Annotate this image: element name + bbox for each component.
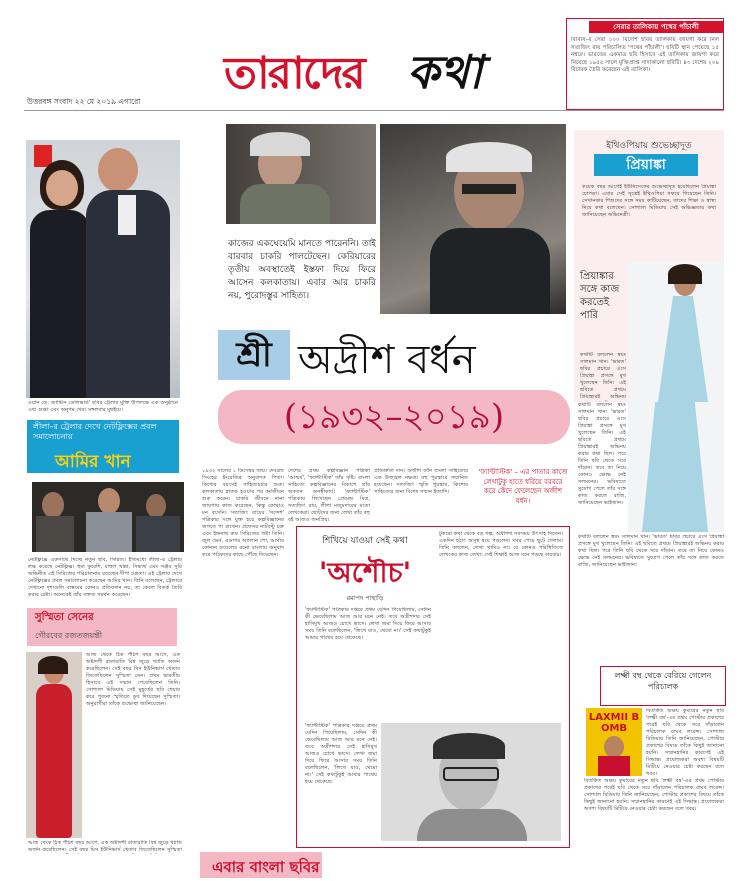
sushmita-photo (26, 652, 82, 838)
laxmi-poster (586, 708, 642, 776)
priyanka-kicker: ইথিওপিয়ায় শুভেচ্ছাদূত (606, 141, 692, 151)
laxmi-body-2: বিতর্কিত অক্ষয় কুমারের নতুন ছবি 'লক্ষ্মী বম্ব'-এর প্রথম পোস্টার প্রকাশের পরেই ছবি থেকে সরে দাঁড়ালেন পরিচালক রাঘব লরেন্স। সোশ্যাল মিডিয়ায় তিনি জানিয়েছেন, পোস্টার প্রকাশের বিষয়ে তাঁকে কিছুই জানানো হয়নি। সম্মানহানির কারণেই এই সিদ্ধান্ত। প্রযোজকরা অবশ্য বিষয়টি মিটিয়ে নেওয়ার চেষ্টা করছেন বলে খবর। (584, 778, 724, 812)
trailer-kicker: লীলা–র ট্রেলার দেখে নেটফ্লিক্সের প্রবল সমালোচনায় (27, 420, 179, 451)
sushmita-headline: গৌরবের রজতজয়ন্তী (35, 631, 103, 640)
topright-box (566, 18, 724, 110)
priyanka-photo-lower (628, 402, 724, 532)
portrait-2 (380, 124, 566, 314)
dateline: উত্তরবঙ্গ সংবাদ ২২ মে ২০১৯ এগারো (27, 97, 141, 106)
obit-prefix: শ্রী (218, 330, 290, 380)
obit-name-block (212, 320, 572, 450)
obit-name: অদ্রীশ বর্ধন (298, 337, 476, 383)
sushmita-body: আজ থেকে ঠিক পঁচিশ বছর আগে, এক অষ্টাদশী রাতারাতি বিশ্ব জুড়ে খ্যাতি অর্জন করেছিলেন। সেই বছর মিস ইউনিভার্স খেতাব জিতেছিলেন সুস্মিতা সেন। প্রথম ভারতীয় হিসাবে এই সম্মান পেয়েছিলেন তিনি। সোশ্যাল মিডিয়ায় সেই মুহূর্তের ছবি শেয়ার করে পুরনো স্মৃতিতে ডুব দিয়েছেন সুস্মিতা। অনুরাগীরা তাঁকে শুভেচ্ছা জানিয়েছেন। (86, 652, 180, 707)
memoir-box (296, 526, 570, 848)
obit-years: (১৯৩২–২০১৯) (283, 397, 505, 437)
priyanka-box (574, 130, 724, 402)
obit-top-caption: কাজের একঘেয়েমি মানতে পারেননি। তাই বারবার চাকরি পালটেছেন। কেরিয়ারের তৃতীয় অবস্থাতেই ইস্তফা দিয়ে ফিরে আসেন কলকাতায়। এবার আর চাকরি নয়, পুরোদস্তুর সাহিত্য। (228, 239, 376, 301)
topright-body: বিবিসি–র সেরা ১০০ বিদেশি ছবির তালিকায় জায়গা করে নিল সত্যজিৎ রায় পরিচালিত 'পথের পাঁচালী'। ছবিটি স্থান পেয়েছে ১৫ নম্বরে। ভারতের একমাত্র ছবি হিসাবে এই তালিকায় জায়গা করে নিয়েছে ১৯৫৫ সালে মুক্তিপ্রাপ্ত সাদাকালো ছবিটি। ৪৩ দেশের ২০৯ বিচারক তৈরি করেছেন এই তালিকা। (571, 37, 719, 74)
lead-photo (26, 140, 180, 398)
priyanka-sub-headline: প্রিয়াঙ্কার সঙ্গে কাজ করতেই পারি (580, 271, 620, 321)
priyanka-sub-body: কথাটি বললেন স্বয়ং সালমান খান। 'ভারত' ছবির প্রচারে এসে প্রিয়াঙ্কা প্রসঙ্গে মুখ খুলেছেন তিনি। এই ছবিতে প্রথমে প্রিয়াঙ্কারই অভিনয় (580, 352, 626, 400)
memoir-title: 'অশৌচ' (318, 556, 412, 589)
topright-tag: সেরার তালিকায় পথের পাঁচালী (589, 21, 723, 33)
trailer-head (27, 420, 179, 476)
memoir-body-3: 'ফ্যান্টাস্টিক' পত্রিকার দপ্তরে প্রথম যেদিন গিয়েছিলাম, সেদিন কী ভেবেছিলাম আজ আর মনে নেই। তবে অদ্রীশদার সেই হাসিমুখ আজও চোখে ভাসে। লেখা জমা দিয়ে ফিরে আসার সময় তিনি বলেছিলেন, 'লিখে যাও, থেমো না।' সেই কথাটুকুই আমার পাথেয় হয়ে থেকেছে। (305, 723, 377, 785)
memoir-byline: রমাপদ পাহাড়ি (346, 594, 384, 602)
priyanka-body: কয়েক বছর আগেই ইউনিসেফের শুভেচ্ছাদূত হয়েছিলেন প্রিয়াঙ্কা চোপড়া। এবার সেই সূত্রেই ইথিওপিয়া সফরে গিয়েছেন তিনি। সেখানকার শিশুদের সঙ্গে সময় কাটিয়েছেন, তাদের শিক্ষা ও স্বাস্থ্য নিয়ে কথা বলেছেন। সোশ্যাল মিডিয়ায় সেই অভিজ্ঞতার কথা জানিয়েছেন অভিনেত্রী। (582, 184, 716, 218)
obit-col3: প্রতিশ্রুতি দান। অজীশ বর্ধন বাংলা সাহিত্যের এক উজ্জ্বল নক্ষত্র। বহু পুরস্কারে সম্মানিত হয়েছেন। সত্যজিৎ স্মৃতি পুরস্কার, কিশোর সাহিত্যের জন্য বিশেষ সম্মান ইত্যাদি। (374, 468, 468, 495)
obit-col1: ১৯৩২ সালের ১ ডিসেম্বর জন্ম। দেবব্রত সিংহের ইংরেজির অনুবাদক পিতা। কিশোর বয়সেই সাহিত্যচর্চার শুরু। কলকাতায় স্নাতক হওয়ার পর কর্মজীবন শুরু করেন। চাকরি জীবনে নানা জায়গায় কাজ করেছেন, কিন্তু কোথাও মন বসেনি। সত্যজিৎ রায়ের 'সন্দেশ' পত্রিকার সঙ্গে যুক্ত হয়ে কল্পবিজ্ঞানের জগতে পা রাখেন। প্রফেসর নাটবল্টু চক্র এবং ইন্দ্রনাথ রুদ্র সিরিজের স্রষ্টা তিনি। জুল ভের্ন, এডগার অ্যালান পো, আর্থার কোনান ডয়েলের রচনা বাংলায় অনুবাদ করে পাঠকদের কাছে পৌঁছে দিয়েছেন। (202, 468, 284, 558)
memoir-kicker: শিখিয়ে যাওয়া সেই কথা (322, 536, 408, 546)
bottom-headline: এবার বাংলা ছবির (212, 858, 320, 876)
priyanka-sub-body-2: কথাটি বললেন স্বয়ং সালমান খান। 'ভারত' ছবির প্রচারে এসে প্রিয়াঙ্কা প্রসঙ্গে মুখ খুলেছেন তিনি। এই ছবিতে প্রথমে প্রিয়াঙ্কারই অভিনয় করার কথা ছিল। পরে তিনি ছবি থেকে সরে দাঁড়ান। তবে তা নিয়ে কোনও ক্ষোভ নেই সলমনের। ভবিষ্যতে সুযোগ পেলে তাঁর সঙ্গে কাজ করতে রাজি, জানিয়েছেন ভাইজান। (578, 402, 626, 506)
priyanka-name: প্রিয়াঙ্কা (594, 154, 698, 176)
memoir-body-2: টুকরো কথা থেকে বড় গল্প, অদ্রীশদা সবসময় উৎসাহ দিতেন। একদিন হঠাৎ অসুস্থ হয়ে পড়লেন। খবর পেয়ে ছুটে গেলাম। তিনি বললেন, লেখা থামিও না। যে কোনও পরিস্থিতিতে লেখকের কাজ লেখা। সেই শিক্ষাই আজ মনে পড়ছে বারবার। (439, 531, 563, 558)
trailer-name: আমির খান (27, 451, 179, 473)
priyanka-photo (628, 262, 724, 402)
trailer-body: নেটফ্লিক্সে একসাথে দিচ্ছে নতুন ছবি, সিরিজ। ইতিমধ্যে লীলা–র ট্রেলার লক্ষ করেছে নেটফ্লিক্স। হুমা কুরেশি, রাহুল খান্না, সিদ্ধার্থ এবং সঞ্জয় সুরি অভিনীত এই সিরিজের পরিচালনায় রয়েছেন দীপা মেহতা। এই ট্রেলার দেখে নেটফ্লিক্সের প্রবল সমালোচনা করেছেন আমির খান। তিনি বলেছেন, ট্রেলারে দেখানো দৃশ্যগুলি বাস্তবের কোনও প্রতিফলন নয়, তা কেবল বিতর্ক তৈরি করার চেষ্টা। অনেকেই তাঁর বক্তব্য সমর্থন করেছেন। (28, 557, 182, 598)
sushmita-head (27, 608, 177, 646)
trailer-photo (32, 482, 184, 552)
memoir-body-1: 'ফ্যান্টাস্টিক' পত্রিকার দপ্তরে প্রথম যেদিন গিয়েছিলাম, সেদিন কী ভেবেছিলাম আজ আর মনে নেই। তবে অদ্রীশদার সেই হাসিমুখ আজও চোখে ভাসে। লেখা জমা দিয়ে ফিরে আসার সময় তিনি বলেছিলেন, 'লিখে যাও, থেমো না।' সেই কথাটুকুই আমার পাথেয় হয়ে থেকেছে। (305, 607, 431, 641)
obit-quote: 'ফ্যান্টাস্টিক' – এর পাতার কাজে লেখাটুকু হাতে ধরিয়ে বরবরে করে কেঁদে ফেলেছেন অজীশ বর্ধন। (478, 468, 568, 505)
laxmi-poster-text: LAXMII BOMB (588, 712, 640, 734)
priyanka-sub-body-3: কথাটি বললেন স্বয়ং সালমান খান। 'ভারত' ছবির প্রচারে এসে প্রিয়াঙ্কা প্রসঙ্গে মুখ খুলেছেন তিনি। এই ছবিতে প্রথমে প্রিয়াঙ্কারই অভিনয় করার কথা ছিল। পরে তিনি ছবি থেকে সরে দাঁড়ান। তবে তা নিয়ে কোনও ক্ষোভ নেই সলমনের। ভবিষ্যতে সুযোগ পেলে তাঁর সঙ্গে কাজ করতে রাজি, জানিয়েছেন ভাইজান। (578, 534, 724, 568)
sushmita-kicker: সুস্মিতা সেনের (35, 612, 94, 623)
lead-photo-caption: ওয়ান ডে: জাস্টিস ডেলিভার্ড' ছবির ট্রেলার মুক্তি উপলক্ষে এক অনুষ্ঠানে এষা গুপ্তা এবং অনুপম খের। মঙ্গলবার মুম্বইয়ে। (28, 400, 178, 413)
obit-col2: দেশের প্রথম কল্পবিজ্ঞান পত্রিকা 'আশ্চর্য', 'ফ্যান্টাস্টিক' তাঁর সৃষ্টি। বাংলা সাহিত্যে কল্পবিজ্ঞানের বিকাশে তাঁর অবদান অনস্বীকার্য। 'ফ্যান্টাস্টিক' পত্রিকায় লিখেছেন প্রেমেন্দ্র মিত্র, সত্যজিৎ রায়, লীলা মজুমদারের মতো লেখকেরা। ছোটদের জন্য লেখা তাঁর বহু বই আজও জনপ্রিয়। (288, 468, 370, 523)
memoir-photo (381, 723, 561, 841)
portrait-1 (226, 124, 376, 224)
sushmita-tail: আজ থেকে ঠিক পঁচিশ বছর আগে, এক অষ্টাদশী রাতারাতি বিশ্ব জুড়ে খ্যাতি অর্জন করেছিলেন। সেই বছর মিস ইউনিভার্স খেতাব জিতেছিলেন সুস্মিতা (28, 840, 182, 853)
logo-black: কথা (407, 45, 483, 99)
laxmi-headline-box (600, 666, 726, 706)
laxmi-body-1: বিতর্কিত অক্ষয় কুমারের নতুন ছবি 'লক্ষ্মী বম্ব'-এর প্রথম পোস্টার প্রকাশের পরেই ছবি থেকে সরে দাঁড়ালেন পরিচালক রাঘব লরেন্স। সোশ্যাল মিডিয়ায় তিনি জানিয়েছেন, পোস্টার প্রকাশের বিষয়ে তাঁকে কিছুই জানানো হয়নি। সম্মানহানির কারণেই এই সিদ্ধান্ত। প্রযোজকরা অবশ্য বিষয়টি মিটিয়ে নেওয়ার চেষ্টা করছেন বলে খবর। (646, 708, 724, 776)
laxmi-headline: লক্ষ্মী বম্ব থেকে বেরিয়ে গেলেন পরিচালক (614, 671, 712, 691)
header-rule (24, 110, 724, 111)
logo-red: তারাদের (224, 48, 364, 99)
